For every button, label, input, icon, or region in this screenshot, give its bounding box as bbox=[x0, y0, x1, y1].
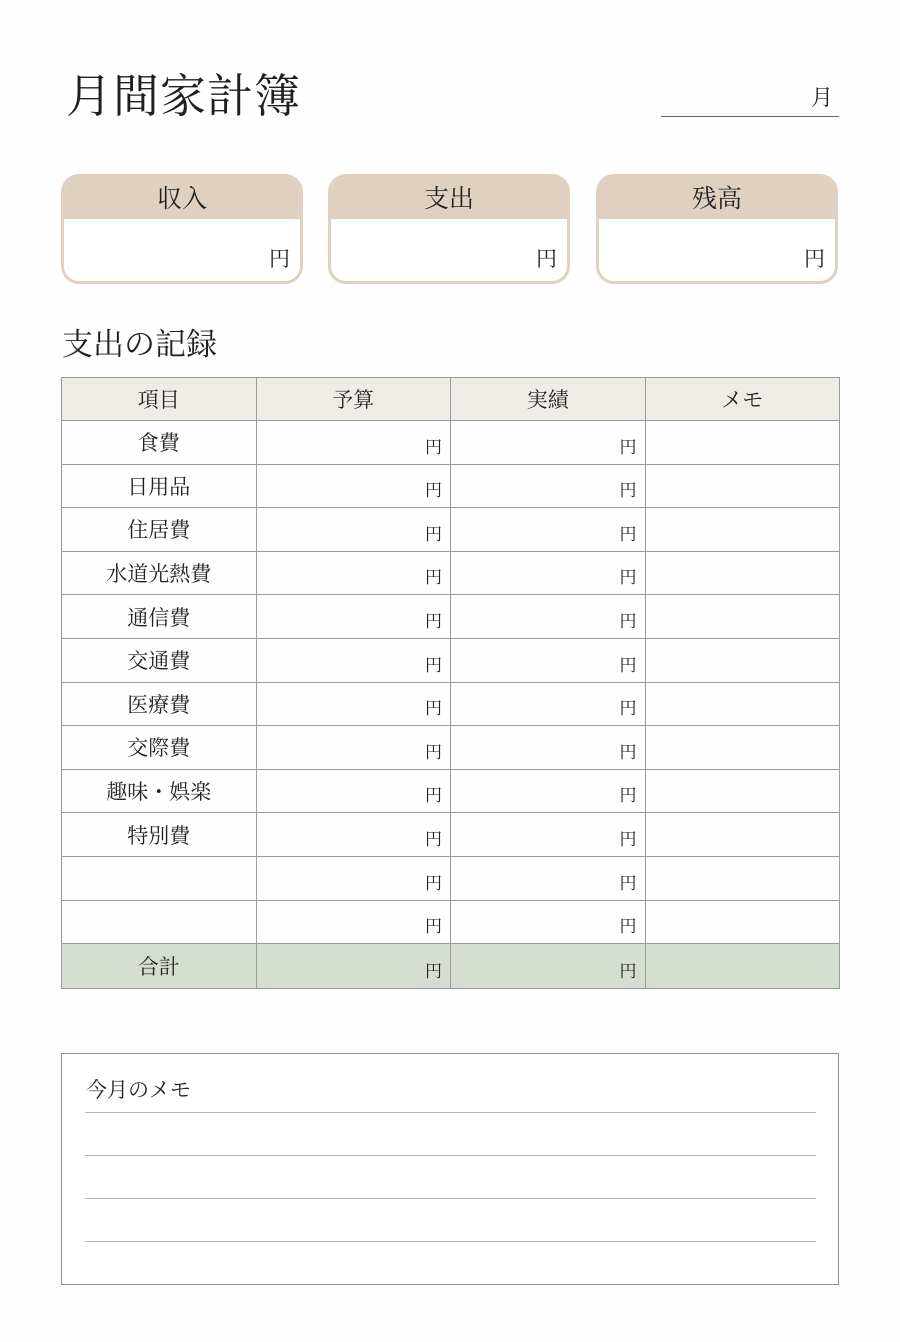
actual-cell[interactable] bbox=[451, 813, 646, 857]
category-cell: 日用品 bbox=[62, 464, 257, 508]
month-field[interactable] bbox=[661, 80, 839, 117]
actual-cell[interactable] bbox=[451, 638, 646, 682]
memo-cell[interactable] bbox=[645, 769, 840, 813]
memo-cell[interactable] bbox=[645, 813, 840, 857]
table-row bbox=[62, 813, 840, 857]
memo-cell[interactable] bbox=[645, 421, 840, 465]
income-label: 収入 bbox=[64, 177, 300, 219]
yen-unit: 円 bbox=[619, 699, 637, 720]
budget-cell[interactable] bbox=[256, 682, 451, 726]
yen-unit: 円 bbox=[619, 481, 637, 502]
category-cell: 住居費 bbox=[62, 508, 257, 552]
column-header-category: 項目 bbox=[62, 378, 257, 421]
yen-unit: 円 bbox=[425, 917, 442, 938]
balance-box bbox=[596, 174, 838, 284]
yen-unit: 円 bbox=[619, 962, 637, 983]
yen-unit: 円 bbox=[619, 917, 637, 938]
category-cell: 食費 bbox=[62, 421, 257, 465]
total-budget-cell[interactable] bbox=[256, 944, 451, 989]
total-actual-cell[interactable] bbox=[451, 944, 646, 989]
table-row bbox=[62, 769, 840, 813]
income-box bbox=[61, 174, 303, 284]
actual-cell[interactable] bbox=[451, 900, 646, 944]
category-cell: 水道光熱費 bbox=[62, 551, 257, 595]
table-row bbox=[62, 682, 840, 726]
memo-cell[interactable] bbox=[645, 464, 840, 508]
expense-record-heading: 支出の記録 bbox=[62, 327, 217, 363]
actual-cell[interactable] bbox=[451, 464, 646, 508]
budget-cell[interactable] bbox=[256, 726, 451, 770]
category-cell: 趣味・娯楽 bbox=[62, 769, 257, 813]
category-cell bbox=[62, 900, 257, 944]
actual-cell[interactable] bbox=[451, 595, 646, 639]
actual-cell[interactable] bbox=[451, 421, 646, 465]
memo-cell[interactable] bbox=[645, 900, 840, 944]
table-row bbox=[62, 638, 840, 682]
yen-unit: 円 bbox=[425, 481, 442, 502]
budget-cell[interactable] bbox=[256, 421, 451, 465]
yen-unit: 円 bbox=[619, 437, 637, 458]
table-row bbox=[62, 856, 840, 900]
budget-cell[interactable] bbox=[256, 595, 451, 639]
expense-label: 支出 bbox=[331, 177, 567, 219]
table-row bbox=[62, 551, 840, 595]
yen-unit: 円 bbox=[425, 962, 442, 983]
expense-table bbox=[61, 377, 840, 989]
memo-cell[interactable] bbox=[645, 551, 840, 595]
yen-unit: 円 bbox=[619, 873, 637, 894]
yen-unit: 円 bbox=[425, 699, 442, 720]
total-memo-cell[interactable] bbox=[645, 944, 840, 989]
memo-writing-line[interactable] bbox=[85, 1198, 816, 1199]
memo-cell[interactable] bbox=[645, 508, 840, 552]
budget-cell[interactable] bbox=[256, 508, 451, 552]
actual-cell[interactable] bbox=[451, 682, 646, 726]
actual-cell[interactable] bbox=[451, 856, 646, 900]
table-row bbox=[62, 900, 840, 944]
memo-cell[interactable] bbox=[645, 682, 840, 726]
table-row bbox=[62, 726, 840, 770]
category-cell: 特別費 bbox=[62, 813, 257, 857]
table-row bbox=[62, 464, 840, 508]
yen-unit: 円 bbox=[619, 742, 637, 763]
table-header-row bbox=[62, 378, 840, 421]
memo-cell[interactable] bbox=[645, 638, 840, 682]
actual-cell[interactable] bbox=[451, 726, 646, 770]
yen-unit: 円 bbox=[425, 611, 442, 632]
memo-cell[interactable] bbox=[645, 595, 840, 639]
yen-unit: 円 bbox=[425, 873, 442, 894]
yen-unit: 円 bbox=[619, 655, 637, 676]
category-cell: 交際費 bbox=[62, 726, 257, 770]
actual-cell[interactable] bbox=[451, 551, 646, 595]
table-row bbox=[62, 421, 840, 465]
page-title: 月間家計簿 bbox=[66, 69, 301, 123]
yen-unit: 円 bbox=[425, 437, 442, 458]
monthly-memo-title: 今月のメモ bbox=[86, 1078, 191, 1102]
total-label: 合計 bbox=[62, 944, 257, 989]
yen-unit: 円 bbox=[619, 611, 637, 632]
expense-yen-unit: 円 bbox=[536, 247, 557, 271]
memo-cell[interactable] bbox=[645, 726, 840, 770]
balance-label: 残高 bbox=[599, 177, 835, 219]
budget-cell[interactable] bbox=[256, 813, 451, 857]
yen-unit: 円 bbox=[619, 829, 637, 850]
category-cell: 医療費 bbox=[62, 682, 257, 726]
memo-writing-line[interactable] bbox=[85, 1155, 816, 1156]
yen-unit: 円 bbox=[619, 524, 637, 545]
total-row bbox=[62, 944, 840, 989]
category-cell bbox=[62, 856, 257, 900]
income-yen-unit: 円 bbox=[269, 247, 290, 271]
memo-writing-line[interactable] bbox=[85, 1241, 816, 1242]
yen-unit: 円 bbox=[619, 568, 637, 589]
memo-writing-line[interactable] bbox=[85, 1112, 816, 1113]
budget-cell[interactable] bbox=[256, 856, 451, 900]
expense-box bbox=[328, 174, 570, 284]
category-cell: 交通費 bbox=[62, 638, 257, 682]
budget-cell[interactable] bbox=[256, 900, 451, 944]
balance-yen-unit: 円 bbox=[804, 247, 825, 271]
yen-unit: 円 bbox=[425, 524, 442, 545]
actual-cell[interactable] bbox=[451, 508, 646, 552]
yen-unit: 円 bbox=[619, 786, 637, 807]
column-header-memo: メモ bbox=[645, 378, 840, 421]
yen-unit: 円 bbox=[425, 742, 442, 763]
actual-cell[interactable] bbox=[451, 769, 646, 813]
budget-cell[interactable] bbox=[256, 769, 451, 813]
budget-cell[interactable] bbox=[256, 464, 451, 508]
budget-cell[interactable] bbox=[256, 638, 451, 682]
column-header-actual: 実績 bbox=[451, 378, 646, 421]
budget-cell[interactable] bbox=[256, 551, 451, 595]
yen-unit: 円 bbox=[425, 829, 442, 850]
month-unit-label: 月 bbox=[810, 86, 833, 111]
table-row bbox=[62, 508, 840, 552]
table-row bbox=[62, 595, 840, 639]
monthly-memo-box bbox=[61, 1053, 839, 1285]
category-cell: 通信費 bbox=[62, 595, 257, 639]
yen-unit: 円 bbox=[425, 786, 442, 807]
yen-unit: 円 bbox=[425, 568, 442, 589]
yen-unit: 円 bbox=[425, 655, 442, 676]
memo-cell[interactable] bbox=[645, 856, 840, 900]
column-header-budget: 予算 bbox=[256, 378, 451, 421]
